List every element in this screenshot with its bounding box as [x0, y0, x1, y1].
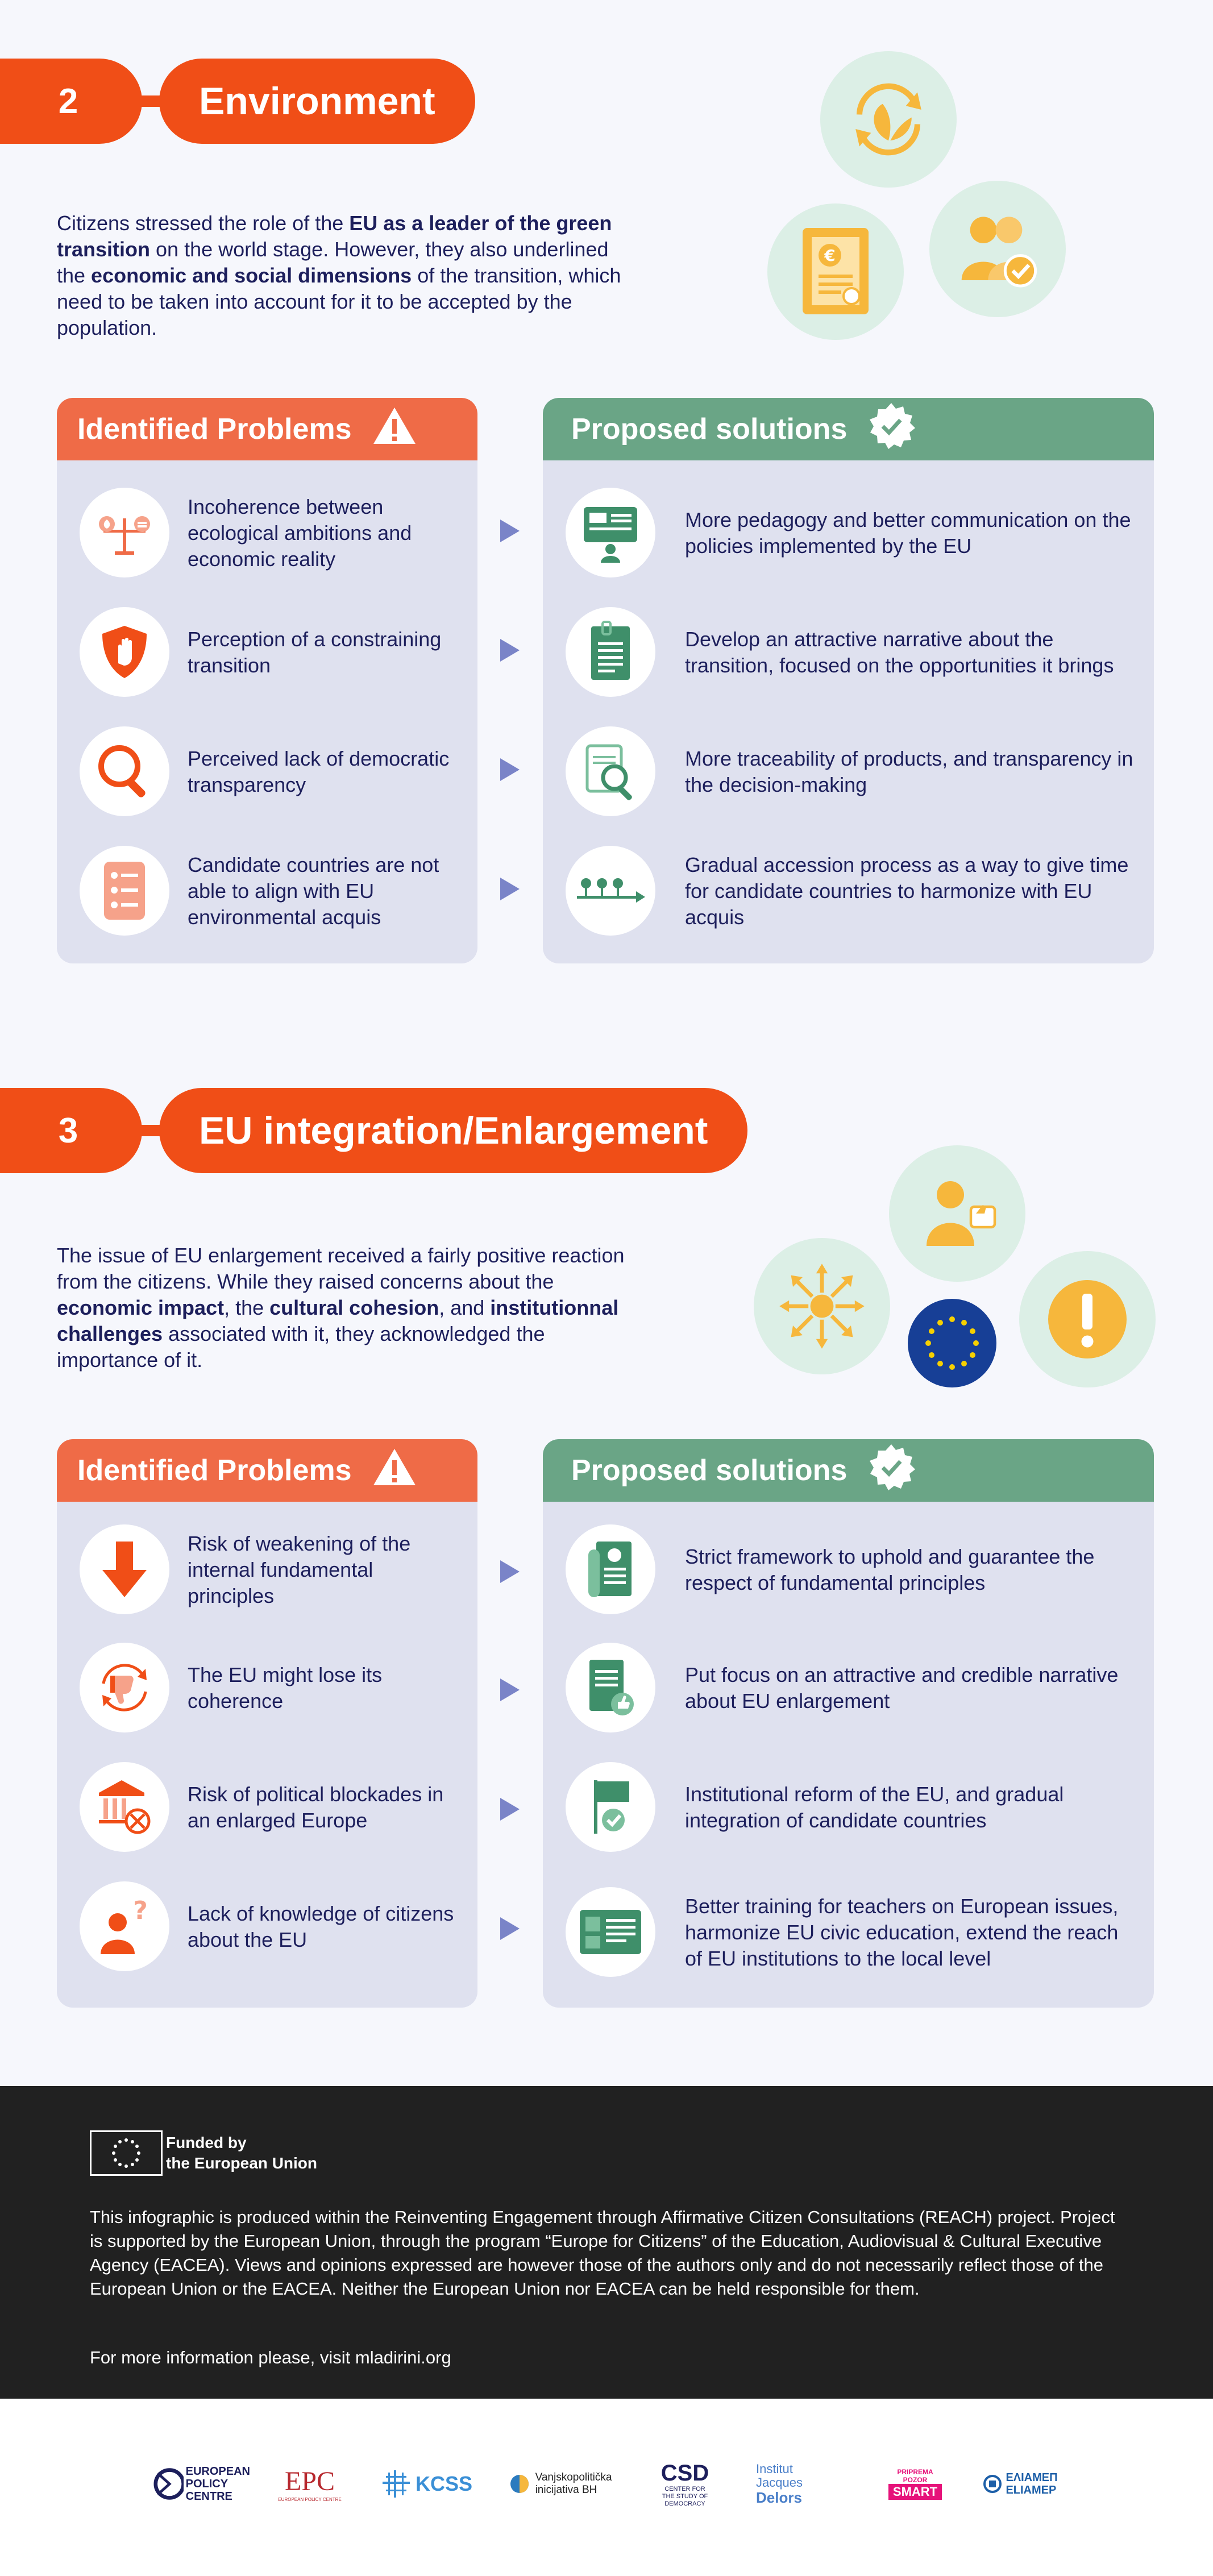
- logo-priprema-pozor-smart: [878, 2450, 952, 2518]
- logo-text: THE STUDY OF: [662, 2492, 708, 2500]
- intro-part: of the transition, which need to be taken into account for it to be accepted by the population.: [57, 264, 621, 339]
- badge-check-icon: [867, 402, 915, 457]
- logo-csd: [648, 2450, 722, 2518]
- problem-text: The EU might lose its coherence: [188, 1663, 383, 1713]
- logo-vanjskopoliticka: [500, 2450, 620, 2518]
- problem-text: Risk of weakening of the internal fundamental principles: [188, 1532, 411, 1607]
- logo-text: EUROPEAN POLICY CENTRE: [278, 2497, 342, 2502]
- problems-title: Identified Problems: [77, 413, 352, 446]
- logo-institut-jacques-delors: [756, 2450, 836, 2518]
- solutions-title: Proposed solutions: [571, 413, 848, 446]
- logo-text: SMART: [888, 2484, 942, 2500]
- problem-item: [57, 1637, 477, 1739]
- institution-blocked-icon: [80, 1762, 169, 1852]
- section-number: 2: [0, 59, 142, 144]
- logo-text: POZOR: [903, 2476, 928, 2484]
- solution-text: More pedagogy and better communication on the policies implemented by the EU: [685, 508, 1131, 558]
- logo-text: EPC: [284, 2466, 335, 2496]
- intro-part: on the world stage. However, they also underlined the: [57, 238, 609, 287]
- solution-text: More traceability of products, and transparency in the decision-making: [685, 747, 1133, 796]
- person-thumbs-up-icon: [889, 1145, 1025, 1282]
- solution-item: [543, 1519, 1154, 1621]
- logo-text: Jacques: [756, 2475, 803, 2490]
- logo-text: PRIPREMA: [897, 2468, 933, 2476]
- document-thumb-icon: [566, 1643, 655, 1732]
- shield-hand-icon: [80, 607, 169, 697]
- logo-eliamep: [975, 2450, 1066, 2518]
- logo-text: KCSS: [415, 2472, 473, 2495]
- intro-text: [57, 210, 625, 341]
- eu-flag-icon: [908, 1299, 996, 1387]
- logo-text: CENTER FOR: [664, 2485, 705, 2492]
- funded-by-label: [166, 2133, 317, 2174]
- warning-icon: [372, 406, 417, 452]
- arrow-icon: [500, 1798, 520, 1821]
- timeline-icon: [566, 846, 655, 936]
- problem-item: [57, 601, 477, 704]
- intro-bold: economic impact: [57, 1296, 225, 1319]
- solution-item: [543, 1637, 1154, 1739]
- intro-part: Citizens stressed the role of the: [57, 211, 350, 235]
- intro-bold: EU as a leader of the green transition: [57, 211, 612, 261]
- arrow-icon: [500, 758, 520, 781]
- disclaimer-text: This infographic is produced within the Reinventing Engagement through Affirmative Citizen Consultations (REACH) project. Project is supported by the European Union, through the program “Europe for Citizens” of the Education, Audiovisual & Cultural Executive Agency (EACEA). Views and opinions expressed are however those of the authors only and do not necessarily reflect those of the European Union or the EACEA. Neither the European Union nor EACEA can be held responsible for them.: [90, 2207, 1115, 2299]
- problem-item: [57, 721, 477, 823]
- logo-text: Delors: [756, 2489, 802, 2506]
- arrow-icon: [500, 639, 520, 662]
- problem-text: Perceived lack of democratic transparency: [188, 747, 450, 796]
- solutions-panel: [543, 398, 1154, 963]
- intro-part: associated with it, they acknowledged the importance of it.: [57, 1322, 545, 1372]
- logo-epc: [270, 2450, 350, 2518]
- arrow-icon: [500, 1678, 520, 1701]
- problems-header: [57, 398, 477, 460]
- problem-text: Candidate countries are not able to align with EU environmental acquis: [188, 853, 439, 929]
- logo-text: POLICY: [185, 2478, 229, 2490]
- intro-part: , the: [224, 1296, 270, 1319]
- solution-item: [543, 1756, 1154, 1859]
- problems-panel: [57, 1439, 477, 2008]
- down-arrow-icon: [80, 1524, 169, 1614]
- logo-text: CENTRE: [185, 2490, 232, 2503]
- presentation-icon: [566, 488, 655, 577]
- problem-text: Risk of political blockades in an enlarged Europe: [188, 1783, 444, 1832]
- logo-european-policy-centre: [153, 2450, 250, 2518]
- euro-document-icon: [767, 203, 904, 340]
- id-card-icon: [566, 1887, 655, 1977]
- svg-text:?: ?: [133, 1896, 148, 1925]
- solution-text: Strict framework to uphold and guarantee the respect of fundamental principles: [685, 1545, 1095, 1594]
- funded-line: Funded by: [166, 2134, 247, 2151]
- partner-logos: [0, 2399, 1213, 2576]
- logo-text: ΕΛΙΑΜΕΠ: [1006, 2471, 1058, 2484]
- more-info-link[interactable]: For more information please, visit mladirini.org: [90, 2348, 451, 2367]
- problem-text: Perception of a constraining transition: [188, 628, 442, 677]
- problems-header: [57, 1439, 477, 1502]
- recycle-leaf-icon: [820, 51, 957, 188]
- logo-text: inicijativa BH: [535, 2484, 597, 2496]
- solutions-title: Proposed solutions: [571, 1454, 848, 1487]
- solutions-header: [543, 398, 1154, 460]
- intro-text: [57, 1243, 625, 1373]
- logo-text: DEMOCRACY: [664, 2500, 705, 2507]
- funded-line: the European Union: [166, 2154, 317, 2172]
- problem-text: Incoherence between ecological ambitions and economic reality: [188, 495, 412, 571]
- flag-check-icon: [566, 1762, 655, 1852]
- logo-kcss: [372, 2450, 480, 2518]
- problem-item: [57, 1876, 477, 1978]
- solutions-header: [543, 1439, 1154, 1502]
- solution-text: Gradual accession process as a way to give time for candidate countries to harmonize with EU acquis: [685, 853, 1129, 929]
- solution-item: [543, 721, 1154, 823]
- intro-bold: economic and social dimensions: [91, 264, 412, 287]
- arrow-icon: [500, 878, 520, 900]
- arrow-icon: [500, 520, 520, 542]
- solution-text: Put focus on an attractive and credible narrative about EU enlargement: [685, 1663, 1119, 1713]
- problem-item: [57, 1756, 477, 1859]
- logo-text: Institut: [756, 2462, 793, 2476]
- exclamation-icon: [1019, 1251, 1156, 1387]
- logo-text: ELIAMEP: [1006, 2484, 1057, 2496]
- solutions-panel: [543, 1439, 1154, 2008]
- document-icon: [566, 607, 655, 697]
- solution-item: [543, 1881, 1154, 1984]
- arrow-icon: [500, 1917, 520, 1940]
- logo-text: EUROPEAN: [185, 2465, 250, 2478]
- solution-item: [543, 482, 1154, 584]
- network-spread-icon: [754, 1238, 890, 1374]
- section-title: Environment: [159, 59, 475, 144]
- problem-text: Lack of knowledge of citizens about the EU: [188, 1902, 454, 1951]
- problem-item: [57, 840, 477, 942]
- checklist-icon: [80, 846, 169, 936]
- arrow-icon: [500, 1560, 520, 1583]
- certificate-icon: [566, 1524, 655, 1614]
- intro-bold: institutionnal challenges: [57, 1296, 619, 1345]
- clipboard-search-icon: [566, 726, 655, 816]
- problem-item: [57, 482, 477, 584]
- environment-section: [0, 0, 1213, 1017]
- eu-flag-icon: [90, 2130, 163, 2176]
- thumbs-down-cycle-icon: [80, 1643, 169, 1732]
- scale-leaf-coin-icon: [80, 488, 169, 577]
- svg-text:€: €: [824, 246, 836, 265]
- person-question-icon: [80, 1881, 169, 1971]
- warning-icon: [372, 1448, 417, 1494]
- logo-text: Vanjskopolitička: [535, 2471, 612, 2483]
- problems-title: Identified Problems: [77, 1454, 352, 1487]
- intro-bold: cultural cohesion: [269, 1296, 439, 1319]
- magnifier-icon: [80, 726, 169, 816]
- intro-part: The issue of EU enlargement received a fairly positive reaction from the citizens. While they raised concerns about the: [57, 1244, 625, 1293]
- problems-panel: [57, 398, 477, 963]
- solution-item: [543, 601, 1154, 704]
- badge-check-icon: [867, 1443, 915, 1498]
- people-check-icon: [929, 181, 1066, 317]
- solution-item: [543, 840, 1154, 942]
- solution-text: Develop an attractive narrative about the transition, focused on the opportunities it brings: [685, 628, 1114, 677]
- problem-item: [57, 1519, 477, 1621]
- section-number: 3: [0, 1088, 142, 1173]
- intro-part: , and: [439, 1296, 491, 1319]
- logo-text: CSD: [660, 2460, 709, 2486]
- section-title: EU integration/Enlargement: [159, 1088, 747, 1173]
- solution-text: Institutional reform of the EU, and gradual integration of candidate countries: [685, 1783, 1064, 1832]
- eu-section: [0, 1029, 1213, 2075]
- footer: [0, 2086, 1213, 2399]
- solution-text: Better training for teachers on European issues, harmonize EU civic education, extend the reach of EU institutions to the local level: [685, 1894, 1119, 1970]
